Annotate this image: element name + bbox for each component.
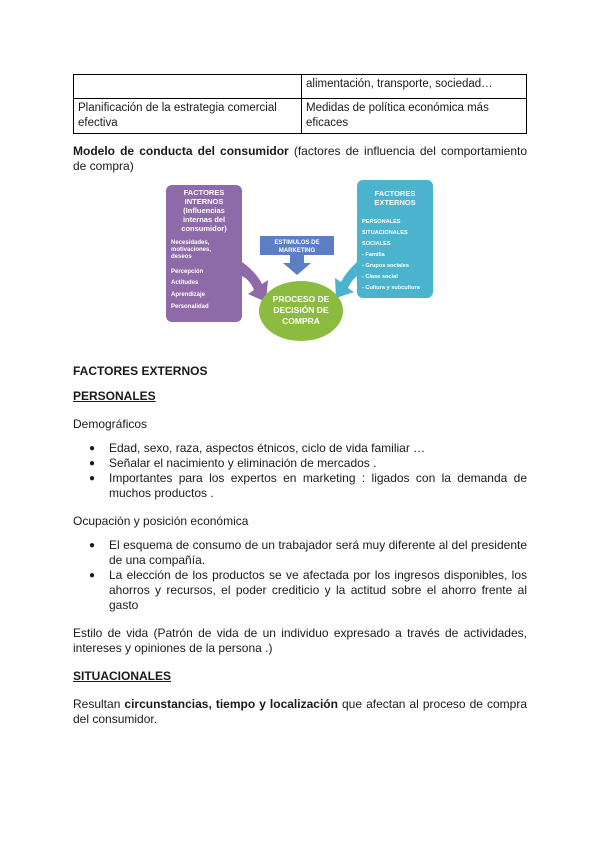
internal-factor-item: Aprendizaje bbox=[171, 292, 206, 298]
internal-factor-item: Percepción bbox=[171, 269, 204, 275]
table-cell: alimentación, transporte, sociedad… bbox=[302, 75, 527, 99]
demograficos-list bbox=[73, 441, 527, 501]
list-item bbox=[89, 471, 527, 501]
table-cell: Medidas de política económica más eficaces bbox=[302, 99, 527, 134]
center-text: COMPRA bbox=[282, 316, 320, 326]
table-cell bbox=[74, 75, 302, 99]
list-item bbox=[89, 568, 527, 613]
internal-title-text: FACTORES bbox=[183, 188, 225, 197]
intro-rest: (factores de influencia del comportamiento de compra) bbox=[73, 144, 527, 173]
table-row bbox=[74, 99, 527, 134]
intro-paragraph bbox=[73, 144, 527, 174]
stimuli-text: ESTIMULOS DE bbox=[274, 240, 320, 246]
stimuli-arrow bbox=[283, 255, 311, 275]
intro-bold: Modelo de conducta del consumidor bbox=[73, 144, 289, 158]
external-factor-item: PERSONALES bbox=[362, 219, 401, 225]
internal-title-text: (Influencias bbox=[183, 206, 225, 215]
external-factor-item: - Clase social bbox=[362, 274, 398, 280]
external-factor-item: - Grupos sociales bbox=[362, 263, 409, 269]
list-item-text: Importantes para los expertos en marketing : ligados con la demanda de muchos productos . bbox=[109, 471, 527, 500]
heading-situacionales: SITUACIONALES bbox=[73, 669, 172, 683]
table-row bbox=[74, 75, 527, 99]
internal-factor-item: Actitudes bbox=[171, 280, 199, 286]
bullet-icon: ● bbox=[89, 443, 96, 454]
bullet-icon: ● bbox=[89, 540, 96, 551]
section-heading-external: FACTORES EXTERNOS bbox=[73, 364, 208, 378]
heading-personales: PERSONALES bbox=[73, 389, 156, 403]
external-title-text: EXTERNOS bbox=[374, 198, 416, 207]
internal-factor-item: Personalidad bbox=[171, 304, 209, 310]
external-factor-item: - Familia bbox=[362, 252, 385, 258]
situacionales-paragraph bbox=[73, 697, 527, 727]
subheading-demograficos: Demográficos bbox=[73, 417, 148, 431]
text-fragment: Resultan bbox=[73, 697, 125, 711]
internal-factor-item: deseos bbox=[171, 254, 192, 260]
list-item-text: Edad, sexo, raza, aspectos étnicos, ciclo de vida familiar … bbox=[109, 441, 426, 455]
list-item-text: La elección de los productos se ve afectada por los ingresos disponibles, los ahorros y recursos, el poder crediticio y la actitud sobre el ahorro frente al gasto bbox=[109, 568, 527, 612]
internal-arrow bbox=[242, 262, 268, 302]
diagram-svg bbox=[166, 180, 436, 350]
ocupacion-list bbox=[73, 538, 527, 613]
external-factor-item: - Cultura y subcultura bbox=[362, 285, 420, 291]
stimuli-text: MARKETING bbox=[278, 248, 316, 254]
consumer-behavior-diagram bbox=[166, 180, 436, 350]
center-text: DECISIÓN DE bbox=[273, 305, 329, 315]
internal-title-text: INTERNOS bbox=[184, 197, 224, 206]
internal-title-text: consumidor) bbox=[181, 224, 227, 233]
list-item bbox=[89, 456, 527, 471]
external-arrow bbox=[335, 262, 357, 298]
internal-factor-item: motivaciones, bbox=[171, 247, 212, 253]
comparison-table bbox=[73, 74, 527, 134]
external-title-text: FACTORES bbox=[374, 189, 416, 198]
list-item bbox=[89, 441, 527, 456]
list-item-text: El esquema de consumo de un trabajador será muy diferente al del presidente de una compañía. bbox=[109, 538, 527, 567]
list-item-text: Señalar el nacimiento y eliminación de mercados . bbox=[109, 456, 377, 470]
text-fragment: que afectan al proceso de compra del consumidor. bbox=[73, 697, 527, 726]
list-item bbox=[89, 538, 527, 568]
bold-fragment: circunstancias, tiempo y localización bbox=[124, 697, 338, 711]
document-page bbox=[73, 74, 527, 727]
external-factor-item: SOCIALES bbox=[362, 241, 391, 247]
center-text: PROCESO DE bbox=[272, 294, 330, 304]
bullet-icon: ● bbox=[89, 458, 96, 469]
bullet-icon: ● bbox=[89, 473, 96, 484]
table-cell: Planificación de la estrategia comercial efectiva bbox=[74, 99, 302, 134]
subheading-ocupacion: Ocupación y posición económica bbox=[73, 514, 249, 528]
internal-title-text: internas del bbox=[182, 215, 226, 224]
internal-factor-item: Necesidades, bbox=[171, 240, 210, 246]
bullet-icon: ● bbox=[89, 570, 96, 581]
estilo-paragraph: Estilo de vida (Patrón de vida de un individuo expresado a través de actividades, intereses y opiniones de la persona .) bbox=[73, 626, 527, 655]
external-factor-item: SITUACIONALES bbox=[362, 230, 408, 236]
